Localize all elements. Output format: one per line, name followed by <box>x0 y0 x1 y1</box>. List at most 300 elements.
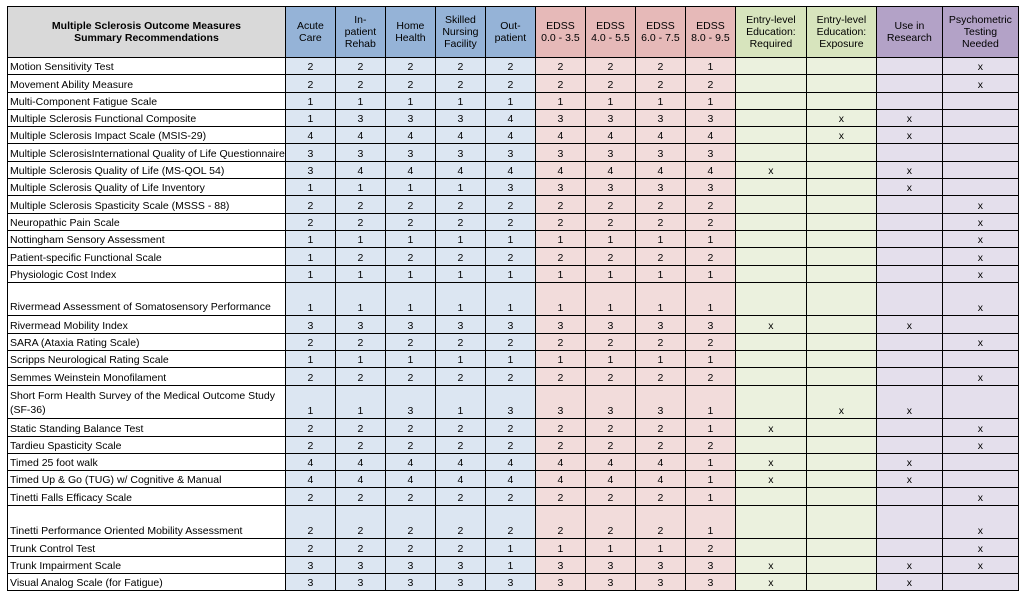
table-cell: 4 <box>585 453 635 470</box>
table-cell: 2 <box>435 419 485 436</box>
table-cell: 4 <box>485 127 535 144</box>
table-cell: 1 <box>685 488 735 505</box>
table-cell: 2 <box>635 213 685 230</box>
table-cell: 2 <box>635 488 685 505</box>
table-cell: 1 <box>335 265 385 282</box>
table-cell: x <box>876 109 942 126</box>
table-row <box>8 368 1019 385</box>
table-cell: 4 <box>635 453 685 470</box>
summary-table <box>7 6 1019 591</box>
table-cell: 3 <box>335 144 385 161</box>
table-cell: x <box>876 471 942 488</box>
table-cell: 3 <box>635 385 685 419</box>
table-cell: 1 <box>435 265 485 282</box>
table-cell <box>735 368 806 385</box>
measure-name: Multi-Component Fatigue Scale <box>8 92 286 109</box>
table-cell <box>942 351 1018 368</box>
table-cell: x <box>876 453 942 470</box>
table-cell <box>735 351 806 368</box>
table-cell: 2 <box>485 58 535 75</box>
table-cell: 2 <box>335 196 385 213</box>
table-cell: 2 <box>535 248 585 265</box>
column-header-line: Acute <box>296 20 324 32</box>
table-cell: 2 <box>385 505 435 539</box>
table-cell: 2 <box>485 368 535 385</box>
table-cell: 2 <box>585 488 635 505</box>
table-cell: 4 <box>685 127 735 144</box>
table-row <box>8 213 1019 230</box>
table-cell: 2 <box>535 75 585 92</box>
table-cell: 2 <box>385 58 435 75</box>
table-cell: 2 <box>335 75 385 92</box>
table-cell: x <box>735 161 806 178</box>
table-cell <box>806 316 876 333</box>
table-row <box>8 230 1019 247</box>
column-header <box>635 7 685 58</box>
table-cell: 3 <box>635 316 685 333</box>
table-cell: 4 <box>535 471 585 488</box>
table-cell <box>876 351 942 368</box>
table-cell: 2 <box>535 436 585 453</box>
table-cell: 2 <box>435 248 485 265</box>
measure-name: Movement Ability Measure <box>8 75 286 92</box>
table-cell: x <box>876 127 942 144</box>
table-cell: 3 <box>435 573 485 590</box>
table-cell: x <box>942 196 1018 213</box>
table-cell: x <box>942 230 1018 247</box>
table-cell: 2 <box>485 196 535 213</box>
column-header-line: Psychometric <box>948 14 1012 26</box>
table-cell <box>876 144 942 161</box>
table-cell: 1 <box>285 351 335 368</box>
table-row <box>8 333 1019 350</box>
table-row <box>8 282 1019 316</box>
table-cell <box>876 539 942 556</box>
table-cell: 4 <box>335 471 385 488</box>
column-header-line: 0.0 - 3.5 <box>541 32 580 44</box>
table-cell: 3 <box>285 161 335 178</box>
table-cell <box>806 556 876 573</box>
table-cell: 1 <box>585 351 635 368</box>
table-cell: x <box>942 419 1018 436</box>
table-cell: 1 <box>435 230 485 247</box>
table-cell: x <box>942 505 1018 539</box>
table-cell: 1 <box>685 471 735 488</box>
table-cell <box>942 453 1018 470</box>
table-cell: 1 <box>685 453 735 470</box>
table-cell: 1 <box>635 92 685 109</box>
table-cell <box>735 230 806 247</box>
table-cell: 1 <box>285 179 335 196</box>
table-row <box>8 75 1019 92</box>
table-row <box>8 488 1019 505</box>
table-cell <box>942 161 1018 178</box>
table-cell <box>806 505 876 539</box>
column-header-line: EDSS <box>696 20 725 32</box>
table-cell <box>876 92 942 109</box>
column-header <box>385 7 435 58</box>
table-cell: 3 <box>535 573 585 590</box>
table-row <box>8 161 1019 178</box>
table-cell: 1 <box>685 282 735 316</box>
table-cell <box>942 144 1018 161</box>
table-cell: 1 <box>385 92 435 109</box>
table-cell: 1 <box>485 351 535 368</box>
table-row <box>8 505 1019 539</box>
table-cell: 2 <box>435 488 485 505</box>
measure-name: Nottingham Sensory Assessment <box>8 230 286 247</box>
table-cell: 2 <box>635 196 685 213</box>
column-header <box>942 7 1018 58</box>
table-row <box>8 453 1019 470</box>
table-cell: 2 <box>435 539 485 556</box>
table-cell: 3 <box>385 144 435 161</box>
table-cell: 2 <box>385 213 435 230</box>
table-cell: 4 <box>435 161 485 178</box>
table-cell: 2 <box>435 213 485 230</box>
table-cell: 3 <box>685 556 735 573</box>
table-cell <box>876 488 942 505</box>
table-cell: 4 <box>285 127 335 144</box>
table-cell: 2 <box>685 333 735 350</box>
table-row <box>8 471 1019 488</box>
table-cell: 2 <box>385 436 435 453</box>
table-cell: 1 <box>335 230 385 247</box>
table-cell: x <box>942 282 1018 316</box>
measure-name: Trunk Control Test <box>8 539 286 556</box>
table-cell: 2 <box>585 368 635 385</box>
table-cell: 1 <box>685 92 735 109</box>
table-cell: 2 <box>635 436 685 453</box>
column-header-line: Nursing <box>442 26 479 38</box>
table-cell: 2 <box>385 75 435 92</box>
table-row <box>8 316 1019 333</box>
column-header-line: In- <box>354 14 367 26</box>
table-cell: 3 <box>685 179 735 196</box>
table-cell: 2 <box>335 333 385 350</box>
table-cell: 1 <box>635 351 685 368</box>
table-cell: 1 <box>285 248 335 265</box>
table-cell: x <box>735 471 806 488</box>
table-cell <box>806 419 876 436</box>
table-cell: 3 <box>285 556 335 573</box>
table-cell: 2 <box>285 58 335 75</box>
table-cell: 1 <box>385 351 435 368</box>
table-cell: 1 <box>435 92 485 109</box>
table-cell: 3 <box>435 109 485 126</box>
table-cell: 2 <box>635 333 685 350</box>
table-cell: 2 <box>585 248 635 265</box>
table-cell: x <box>876 556 942 573</box>
table-cell: 2 <box>285 368 335 385</box>
table-cell <box>806 539 876 556</box>
column-header-line: Care <box>299 32 322 44</box>
table-cell <box>806 161 876 178</box>
column-header-line: 6.0 - 7.5 <box>641 32 680 44</box>
table-cell <box>876 230 942 247</box>
table-cell: x <box>942 436 1018 453</box>
table-cell: 1 <box>285 92 335 109</box>
measure-name: Motion Sensitivity Test <box>8 58 286 75</box>
table-cell <box>876 248 942 265</box>
table-cell: 1 <box>335 179 385 196</box>
table-cell: 2 <box>685 368 735 385</box>
table-cell: 1 <box>385 265 435 282</box>
table-cell: 2 <box>685 196 735 213</box>
table-cell: 4 <box>485 453 535 470</box>
table-cell: 4 <box>335 127 385 144</box>
table-cell: 2 <box>635 505 685 539</box>
table-cell: 1 <box>635 230 685 247</box>
table-cell: 3 <box>635 179 685 196</box>
column-header-line: Education: <box>816 26 867 38</box>
table-cell: 2 <box>385 196 435 213</box>
table-cell: 3 <box>585 556 635 573</box>
column-header-line: Needed <box>962 38 999 50</box>
column-header <box>485 7 535 58</box>
table-cell: x <box>942 368 1018 385</box>
table-cell: 2 <box>635 368 685 385</box>
column-header <box>435 7 485 58</box>
table-cell: 2 <box>685 213 735 230</box>
table-cell: x <box>735 419 806 436</box>
table-cell: 2 <box>685 436 735 453</box>
table-cell <box>735 144 806 161</box>
table-cell <box>806 58 876 75</box>
table-cell: 3 <box>685 316 735 333</box>
table-cell: 2 <box>335 505 385 539</box>
table-cell: 3 <box>485 385 535 419</box>
table-cell <box>735 333 806 350</box>
table-cell: 4 <box>335 453 385 470</box>
table-cell: 3 <box>485 179 535 196</box>
table-cell: 4 <box>435 453 485 470</box>
table-cell: 2 <box>685 75 735 92</box>
measure-name: Multiple Sclerosis Quality of Life Inventory <box>8 179 286 196</box>
table-row <box>8 539 1019 556</box>
table-cell: 1 <box>285 385 335 419</box>
column-header <box>685 7 735 58</box>
table-cell: 1 <box>685 351 735 368</box>
table-cell: 1 <box>335 92 385 109</box>
table-title-line2: Summary Recommendations <box>74 32 219 44</box>
measure-name: Trunk Impairment Scale <box>8 556 286 573</box>
table-cell: 2 <box>585 505 635 539</box>
table-cell: 3 <box>685 109 735 126</box>
table-cell: 1 <box>685 385 735 419</box>
table-cell <box>735 539 806 556</box>
table-cell: 3 <box>585 109 635 126</box>
measure-name: Short Form Health Survey of the Medical Outcome Study (SF-36) <box>8 385 286 419</box>
table-cell <box>735 92 806 109</box>
table-cell: x <box>942 248 1018 265</box>
column-header-line: Home <box>396 20 425 32</box>
table-cell: 3 <box>535 316 585 333</box>
table-cell: 2 <box>335 436 385 453</box>
table-cell: 4 <box>635 127 685 144</box>
table-cell: 1 <box>485 92 535 109</box>
table-cell: x <box>942 333 1018 350</box>
table-cell: 1 <box>435 385 485 419</box>
column-header <box>335 7 385 58</box>
table-cell <box>806 230 876 247</box>
table-cell: 2 <box>635 419 685 436</box>
table-cell: 2 <box>635 248 685 265</box>
table-cell: x <box>806 127 876 144</box>
table-cell: 2 <box>335 488 385 505</box>
table-cell <box>942 471 1018 488</box>
table-cell <box>806 92 876 109</box>
table-cell: 1 <box>485 265 535 282</box>
table-cell: x <box>876 179 942 196</box>
measure-name: Scripps Neurological Rating Scale <box>8 351 286 368</box>
table-cell: 1 <box>535 92 585 109</box>
column-header-line: 8.0 - 9.5 <box>691 32 730 44</box>
table-cell: x <box>806 109 876 126</box>
table-cell: 3 <box>385 316 435 333</box>
table-cell <box>806 196 876 213</box>
table-cell <box>806 282 876 316</box>
table-cell: 2 <box>585 333 635 350</box>
table-cell: 1 <box>535 351 585 368</box>
table-cell: 2 <box>285 539 335 556</box>
table-cell: 1 <box>585 92 635 109</box>
table-cell <box>735 505 806 539</box>
table-cell: 4 <box>385 127 435 144</box>
table-cell <box>806 471 876 488</box>
table-cell: 4 <box>285 453 335 470</box>
table-cell: 4 <box>635 161 685 178</box>
table-cell: x <box>735 573 806 590</box>
column-header-line: Use in <box>894 20 925 32</box>
table-cell <box>806 453 876 470</box>
table-row <box>8 179 1019 196</box>
table-cell: 1 <box>285 109 335 126</box>
column-header <box>585 7 635 58</box>
table-cell <box>806 144 876 161</box>
table-cell: 2 <box>335 248 385 265</box>
table-cell: 1 <box>535 265 585 282</box>
table-cell: 3 <box>335 556 385 573</box>
column-header-line: Entry-level <box>816 14 867 26</box>
table-cell: 3 <box>335 316 385 333</box>
table-cell: 3 <box>535 179 585 196</box>
table-cell: 1 <box>435 351 485 368</box>
table-cell: 3 <box>485 144 535 161</box>
table-cell <box>876 333 942 350</box>
table-row <box>8 385 1019 419</box>
table-title-line1: Multiple Sclerosis Outcome Measures <box>51 20 241 32</box>
measure-name: Multiple Sclerosis Impact Scale (MSIS-29) <box>8 127 286 144</box>
table-cell: 1 <box>485 230 535 247</box>
table-cell: 3 <box>485 573 535 590</box>
table-cell: 3 <box>535 385 585 419</box>
table-cell: x <box>735 316 806 333</box>
column-header-line: Required <box>749 38 793 50</box>
column-header <box>735 7 806 58</box>
table-cell: 3 <box>585 573 635 590</box>
table-cell <box>806 75 876 92</box>
table-cell <box>806 573 876 590</box>
table-cell: 3 <box>335 109 385 126</box>
table-cell <box>806 368 876 385</box>
table-cell: 3 <box>635 144 685 161</box>
column-header <box>876 7 942 58</box>
table-cell: 4 <box>485 161 535 178</box>
table-cell: 1 <box>285 282 335 316</box>
column-header-line: patient <box>344 26 377 38</box>
table-cell: 2 <box>285 419 335 436</box>
table-cell: 2 <box>485 488 535 505</box>
header-row <box>8 7 1019 58</box>
table-cell: 4 <box>685 161 735 178</box>
table-cell: 1 <box>435 179 485 196</box>
table-cell: 3 <box>685 573 735 590</box>
table-cell <box>735 488 806 505</box>
column-header-line: Testing <box>963 26 998 38</box>
table-cell: x <box>942 58 1018 75</box>
table-cell: x <box>876 385 942 419</box>
table-cell: 4 <box>485 471 535 488</box>
table-cell: x <box>876 161 942 178</box>
column-header <box>806 7 876 58</box>
table-cell <box>876 58 942 75</box>
table-cell <box>735 127 806 144</box>
table-row <box>8 58 1019 75</box>
table-cell: 2 <box>285 75 335 92</box>
table-cell: 4 <box>385 161 435 178</box>
column-header <box>285 7 335 58</box>
table-cell: 1 <box>335 385 385 419</box>
table-cell <box>942 92 1018 109</box>
table-cell: 3 <box>385 109 435 126</box>
column-header-line: Facility <box>444 38 477 50</box>
table-cell: 4 <box>535 161 585 178</box>
table-cell: 2 <box>435 75 485 92</box>
table-cell: x <box>735 556 806 573</box>
table-cell: 2 <box>385 248 435 265</box>
table-cell: 2 <box>585 58 635 75</box>
table-cell <box>806 351 876 368</box>
table-cell: 2 <box>435 368 485 385</box>
table-cell: x <box>942 213 1018 230</box>
table-cell: 4 <box>635 471 685 488</box>
table-cell: 3 <box>435 144 485 161</box>
table-cell: 3 <box>585 385 635 419</box>
measure-name: Visual Analog Scale (for Fatigue) <box>8 573 286 590</box>
table-cell: 1 <box>535 539 585 556</box>
table-cell: 2 <box>285 436 335 453</box>
measure-name: Timed 25 foot walk <box>8 453 286 470</box>
column-header-line: Entry-level <box>746 14 796 26</box>
table-cell: 3 <box>385 573 435 590</box>
table-cell: x <box>942 539 1018 556</box>
table-row <box>8 573 1019 590</box>
table-cell: 4 <box>435 127 485 144</box>
table-cell <box>876 196 942 213</box>
table-cell: 2 <box>685 539 735 556</box>
table-cell <box>942 179 1018 196</box>
table-cell <box>735 75 806 92</box>
table-cell <box>806 488 876 505</box>
table-cell: 3 <box>285 144 335 161</box>
outcome-measures-sheet <box>7 6 1019 591</box>
table-cell <box>876 282 942 316</box>
table-cell: 2 <box>335 368 385 385</box>
table-cell <box>806 213 876 230</box>
table-cell: x <box>942 265 1018 282</box>
table-cell: 4 <box>385 453 435 470</box>
